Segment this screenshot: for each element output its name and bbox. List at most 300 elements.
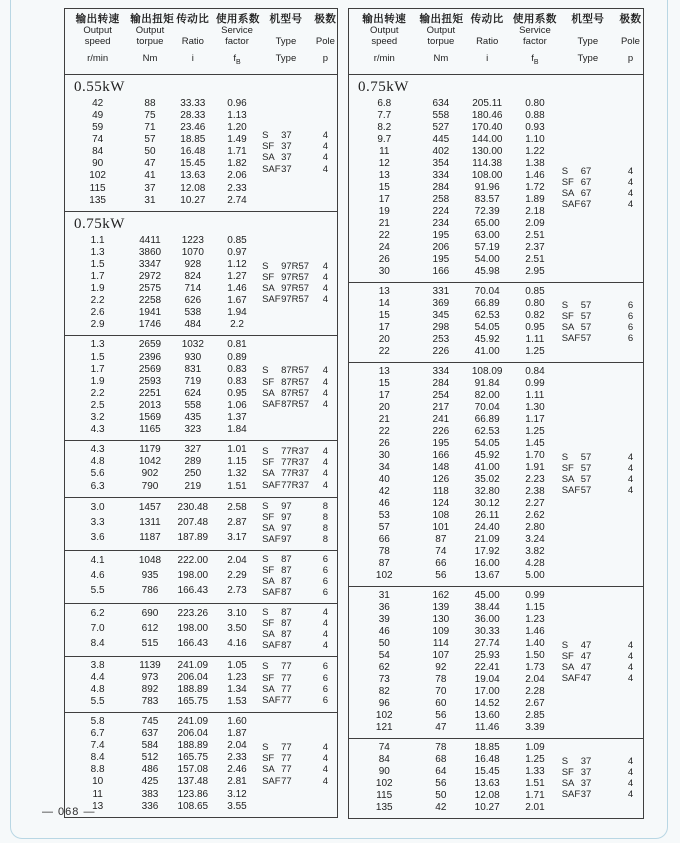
output-speed-value: 13 [92, 800, 104, 812]
ratio-value: 82.00 [474, 389, 500, 401]
type-model: 87 [281, 587, 292, 599]
output-torque-value: 57 [144, 134, 156, 146]
service-factor-value: 4.28 [525, 557, 545, 569]
ratio-value: 27.74 [474, 637, 500, 649]
output-speed-value: 62 [378, 661, 390, 673]
output-speed-value: 50 [378, 637, 390, 649]
output-torque-value: 1746 [138, 319, 162, 331]
ratio-value: 45.98 [474, 265, 500, 277]
output-torque-value: 254 [432, 389, 450, 401]
output-speed-value: 17 [378, 389, 390, 401]
output-speed-value: 8.4 [90, 638, 105, 650]
output-speed-value: 57 [378, 521, 390, 533]
ratio-value: 41.00 [474, 461, 500, 473]
type-model: 77R37 [281, 468, 310, 480]
ratio-value: 165.75 [177, 695, 209, 707]
service-factor-value: 0.95 [227, 387, 247, 399]
header-label-en [558, 26, 618, 37]
pole-value: 6 [322, 553, 329, 565]
unit-cell [130, 53, 169, 69]
output-torque-value: 2251 [138, 387, 162, 399]
header-column [349, 13, 420, 47]
output-torque-value: 2972 [138, 271, 162, 283]
unit-label: r/min [373, 53, 395, 64]
type-value [262, 576, 314, 587]
power-section-title: 0.55kW [74, 78, 125, 95]
ratio-value: 38.44 [474, 601, 500, 613]
ratio-value: 130.00 [471, 145, 503, 157]
ratio-value: 45.92 [474, 333, 500, 345]
type-prefix: SA [561, 187, 575, 199]
pole-value: 4 [322, 365, 329, 377]
output-torque-value: 47 [435, 721, 447, 733]
output-speed-value: 34 [378, 461, 390, 473]
service-factor-value: 0.82 [525, 309, 545, 321]
ratio-value: 198.00 [177, 570, 209, 582]
ratio-value: 26.11 [475, 509, 500, 521]
unit-cell [420, 53, 463, 69]
output-speed-value: 30 [378, 449, 390, 461]
output-torque-value: 195 [432, 229, 450, 241]
output-speed-value: 21 [378, 217, 390, 229]
type-cell [258, 261, 314, 306]
output-torque-value: 334 [432, 169, 450, 181]
header-label-en: Ratio [181, 35, 204, 47]
power-section-title: 0.75kW [74, 215, 125, 232]
service-factor-value: 0.81 [227, 339, 247, 351]
type-model: 97R57 [281, 260, 310, 272]
spec-table-left [64, 8, 338, 818]
ratio-value: 626 [184, 295, 202, 307]
unit-subscript: B [236, 58, 241, 66]
header-label-en [314, 26, 337, 37]
header-label-en: torpue [136, 35, 164, 47]
ratio-value: 123.86 [177, 788, 209, 800]
header-label-en: Type [577, 35, 599, 47]
service-factor-value: 1.51 [525, 777, 545, 789]
type-model: 37 [580, 789, 592, 801]
spec-block [348, 738, 644, 819]
type-value [562, 300, 618, 311]
ratio-value: 30.33 [474, 625, 500, 637]
type-value [562, 166, 618, 177]
header-label-zh: 使用系数 [512, 13, 557, 25]
type-value [262, 695, 314, 706]
output-speed-value: 2.5 [90, 399, 105, 411]
pole-value: 8 [322, 534, 329, 546]
type-model: 37 [580, 766, 592, 778]
output-torque-value: 2569 [138, 363, 162, 375]
output-speed-value: 21 [378, 413, 390, 425]
service-factor-value: 1.38 [525, 157, 545, 169]
ratio-value: 484 [184, 319, 202, 331]
type-prefix: S [561, 639, 569, 651]
pole-value: 4 [627, 485, 634, 497]
output-torque-value: 331 [432, 285, 450, 297]
type-value [262, 501, 314, 512]
type-value [562, 463, 618, 474]
output-speed-value: 1.5 [90, 258, 105, 270]
ratio-value: 206.04 [177, 728, 209, 740]
pole-value: 4 [322, 283, 329, 295]
type-prefix: SA [262, 629, 275, 641]
type-value [262, 776, 314, 787]
ratio-value: 13.67 [474, 569, 500, 581]
type-prefix: SAF [262, 640, 281, 652]
service-factor-value: 2.18 [525, 205, 545, 217]
ratio-value: 108.09 [471, 365, 503, 377]
type-prefix: SAF [561, 485, 581, 497]
service-factor-value: 0.89 [227, 351, 247, 363]
pole-value: 6 [322, 564, 329, 576]
output-torque-value: 634 [432, 97, 450, 109]
type-value [262, 764, 314, 775]
output-torque-value: 558 [432, 109, 450, 121]
output-torque-value: 334 [432, 365, 450, 377]
unit-label: f [531, 53, 534, 64]
ratio-value: 624 [184, 387, 202, 399]
type-prefix: SA [561, 777, 575, 789]
type-prefix: S [262, 661, 269, 673]
output-speed-value: 15 [378, 181, 390, 193]
type-prefix: SAF [262, 587, 281, 599]
type-prefix: SA [262, 764, 275, 776]
service-factor-value: 1.89 [525, 193, 545, 205]
service-factor-value: 0.99 [525, 589, 545, 601]
output-torque-value: 70 [435, 685, 447, 697]
header-label-en: Output [83, 25, 112, 36]
pole-value: 4 [627, 650, 634, 662]
output-torque-value: 369 [432, 297, 450, 309]
pole-value: 8 [322, 500, 329, 512]
header-label-en [618, 26, 643, 37]
output-speed-value: 2.6 [90, 307, 105, 319]
output-speed-value: 1.5 [90, 351, 105, 363]
pole-value: 4 [322, 457, 329, 469]
output-speed-value: 115 [376, 789, 393, 801]
type-cell [558, 755, 618, 800]
output-torque-value: 1139 [139, 659, 161, 671]
output-torque-value: 4411 [139, 234, 161, 246]
service-factor-value: 2.33 [227, 752, 247, 764]
type-prefix: SAF [262, 163, 281, 175]
ratio-value: 323 [184, 424, 202, 436]
type-model: 57 [580, 485, 592, 497]
ratio-value: 1032 [181, 339, 204, 351]
type-value [562, 485, 618, 496]
output-speed-value: 135 [89, 194, 106, 206]
type-prefix: SA [262, 523, 275, 535]
output-torque-value: 2593 [138, 375, 162, 387]
output-torque-value: 402 [432, 145, 450, 157]
service-factor-value: 1.09 [525, 741, 545, 753]
service-factor-value: 1.87 [227, 728, 247, 740]
type-model: 47 [580, 650, 592, 662]
service-factor-value: 1.17 [525, 413, 545, 425]
output-torque-value: 56 [435, 709, 447, 721]
output-speed-value: 4.3 [90, 424, 105, 436]
output-speed-value: 54 [378, 649, 390, 661]
service-factor-value: 3.24 [525, 533, 545, 545]
type-value [262, 294, 314, 305]
service-factor-value: 1.45 [525, 437, 545, 449]
output-torque-value: 226 [432, 345, 450, 357]
ratio-value: 57.19 [474, 241, 500, 253]
ratio-value: 24.40 [474, 521, 500, 533]
pole-value: 6 [627, 299, 634, 311]
output-torque-value: 75 [144, 109, 156, 121]
unit-cell [512, 53, 558, 69]
output-speed-value: 74 [378, 741, 390, 753]
type-value [262, 587, 314, 598]
service-factor-value: 1.53 [227, 695, 247, 707]
type-prefix: SA [262, 683, 275, 695]
output-torque-value: 42 [435, 801, 447, 813]
output-torque-value: 78 [435, 673, 447, 685]
ratio-value: 30.12 [474, 497, 500, 509]
ratio-value: 72.39 [474, 205, 500, 217]
service-factor-value: 1.71 [525, 789, 545, 801]
type-prefix: SF [561, 462, 574, 474]
ratio-value: 170.40 [471, 121, 503, 133]
header-column [314, 13, 337, 47]
output-speed-value: 90 [92, 158, 104, 170]
type-prefix: SF [262, 457, 275, 469]
spec-block [64, 74, 338, 212]
output-speed-value: 1.3 [90, 339, 105, 351]
output-torque-value: 354 [432, 157, 450, 169]
output-speed-value: 8.2 [377, 121, 392, 133]
pole-value: 6 [322, 576, 329, 588]
service-factor-value: 4.16 [227, 638, 247, 650]
output-torque-value: 101 [432, 521, 450, 533]
unit-cell [462, 53, 512, 69]
pole-cell [618, 756, 643, 801]
type-model: 97 [281, 523, 292, 535]
ratio-value: 15.45 [180, 158, 206, 170]
ratio-value: 180.46 [471, 109, 503, 121]
output-torque-value: 783 [141, 695, 159, 707]
unit-label: i [191, 53, 194, 64]
service-factor-value: 1.50 [525, 649, 545, 661]
pole-value: 6 [322, 672, 329, 684]
type-value [262, 753, 314, 764]
type-cell [558, 639, 618, 684]
units-row [65, 53, 337, 69]
output-speed-value: 40 [378, 473, 390, 485]
table-header [348, 8, 644, 75]
type-prefix: SF [262, 753, 275, 765]
output-torque-value: 68 [435, 753, 447, 765]
type-model: 37 [281, 163, 292, 175]
ratio-value: 54.00 [474, 253, 500, 265]
service-factor-value: 2.04 [227, 740, 247, 752]
unit-label: p [322, 53, 329, 64]
pole-value: 6 [322, 694, 329, 706]
pole-value: 4 [627, 199, 634, 211]
pole-value: 4 [322, 387, 329, 399]
ratio-value: 435 [184, 412, 202, 424]
output-torque-value: 935 [141, 570, 159, 582]
output-speed-value: 13 [378, 365, 390, 377]
power-section-title: 0.75kW [358, 78, 409, 95]
output-speed-value: 7.4 [90, 740, 105, 752]
type-cell [558, 165, 618, 210]
type-value [562, 452, 618, 463]
output-torque-value: 64 [435, 765, 447, 777]
type-prefix: S [262, 553, 269, 565]
ratio-value: 66.89 [474, 297, 500, 309]
output-torque-value: 786 [141, 585, 159, 597]
type-value [562, 756, 618, 767]
header-label-zh: 使用系数 [215, 13, 260, 25]
output-torque-value: 148 [432, 461, 450, 473]
pole-value: 6 [627, 333, 634, 345]
service-factor-value: 3.10 [227, 608, 247, 620]
ratio-value: 18.85 [180, 134, 206, 146]
type-value [262, 673, 314, 684]
output-torque-value: 1457 [138, 502, 162, 514]
ratio-value: 36.00 [474, 613, 500, 625]
output-torque-value: 139 [432, 601, 450, 613]
unit-label: Type [577, 53, 599, 64]
type-model: 37 [580, 755, 592, 767]
output-torque-value: 226 [432, 425, 450, 437]
type-value [262, 629, 314, 640]
type-prefix: SA [561, 321, 575, 333]
pole-cell [314, 742, 337, 787]
service-factor-value: 1.49 [227, 134, 247, 146]
service-factor-value: 2.81 [227, 776, 247, 788]
output-speed-value: 87 [378, 557, 390, 569]
type-prefix: S [262, 446, 269, 458]
service-factor-value: 1.25 [525, 345, 545, 357]
ratio-value: 16.00 [474, 557, 500, 569]
service-factor-value: 1.22 [525, 145, 545, 157]
service-factor-value: 3.12 [227, 788, 247, 800]
type-model: 67 [580, 176, 592, 188]
unit-cell [216, 53, 258, 69]
pole-value: 4 [627, 187, 634, 199]
unit-label: r/min [87, 53, 109, 64]
service-factor-value: 2.73 [227, 585, 247, 597]
type-cell [258, 365, 314, 410]
output-torque-value: 107 [432, 649, 450, 661]
output-speed-value: 20 [378, 333, 390, 345]
output-speed-value: 30 [378, 265, 390, 277]
unit-label: f [233, 53, 236, 64]
ratio-value: 63.00 [474, 229, 500, 241]
type-prefix: S [561, 299, 569, 311]
output-torque-value: 1048 [138, 555, 162, 567]
output-speed-value: 13 [378, 285, 390, 297]
service-factor-value: 1.32 [227, 468, 247, 480]
type-prefix: SAF [262, 399, 281, 411]
service-factor-value: 0.80 [525, 297, 545, 309]
type-value [562, 673, 618, 684]
type-model: 37 [281, 152, 292, 164]
output-speed-value: 4.8 [90, 683, 105, 695]
service-factor-value: 1.82 [227, 158, 247, 170]
output-speed-value: 8.8 [90, 764, 105, 776]
ratio-value: 1223 [181, 234, 204, 246]
service-factor-value: 2.37 [525, 241, 545, 253]
ratio-value: 91.84 [474, 377, 500, 389]
ratio-value: 19.04 [474, 673, 500, 685]
output-torque-value: 1941 [138, 307, 162, 319]
ratio-value: 144.00 [471, 133, 503, 145]
pole-value: 4 [322, 775, 329, 787]
output-speed-value: 46 [378, 625, 390, 637]
type-prefix: SF [262, 376, 275, 388]
service-factor-value: 3.55 [227, 800, 247, 812]
header-label-en: speed [84, 35, 111, 47]
service-factor-value: 1.27 [227, 271, 247, 283]
type-prefix: SAF [262, 694, 281, 706]
pole-value: 4 [322, 606, 329, 618]
type-model: 87 [281, 606, 292, 618]
pole-value: 4 [322, 152, 329, 164]
output-torque-value: 902 [141, 468, 159, 480]
spec-block [64, 335, 338, 441]
service-factor-value: 1.70 [525, 449, 545, 461]
ratio-value: 289 [184, 456, 202, 468]
type-model: 57 [580, 310, 592, 322]
type-cell [258, 661, 314, 706]
output-torque-value: 258 [432, 193, 450, 205]
service-factor-value: 2.2 [230, 319, 244, 331]
ratio-value: 114.38 [472, 157, 503, 169]
unit-label: Type [275, 53, 297, 64]
output-speed-value: 22 [378, 345, 390, 357]
output-speed-value: 1.7 [90, 271, 105, 283]
ratio-value: 10.27 [180, 194, 206, 206]
type-value [562, 177, 618, 188]
service-factor-value: 2.74 [227, 194, 247, 206]
output-speed-value: 36 [378, 601, 390, 613]
unit-cell [65, 53, 130, 69]
ratio-value: 41.00 [474, 345, 500, 357]
type-cell [558, 451, 618, 496]
ratio-value: 250 [184, 468, 202, 480]
header-label-en: torpue [427, 35, 455, 47]
service-factor-value: 1.51 [227, 480, 247, 492]
type-prefix: S [262, 365, 269, 377]
service-factor-value: 1.94 [227, 307, 247, 319]
output-speed-value: 17 [378, 193, 390, 205]
pole-value: 4 [322, 764, 329, 776]
ratio-value: 137.48 [177, 776, 209, 788]
type-value [262, 480, 314, 491]
output-torque-value: 50 [435, 789, 447, 801]
type-value [262, 141, 314, 152]
output-speed-value: 4.6 [90, 570, 105, 582]
type-model: 57 [580, 333, 592, 345]
type-value [262, 130, 314, 141]
service-factor-value: 1.72 [525, 181, 545, 193]
service-factor-value: 1.25 [525, 753, 545, 765]
pole-value: 4 [627, 473, 634, 485]
output-speed-value: 82 [378, 685, 390, 697]
type-value [262, 152, 314, 163]
type-model: 77 [281, 775, 292, 787]
type-model: 87 [281, 553, 292, 565]
spec-block [64, 211, 338, 337]
output-torque-value: 118 [432, 485, 449, 497]
output-speed-value: 2.9 [90, 319, 105, 331]
service-factor-value: 2.04 [227, 555, 247, 567]
pole-value: 4 [322, 753, 329, 765]
